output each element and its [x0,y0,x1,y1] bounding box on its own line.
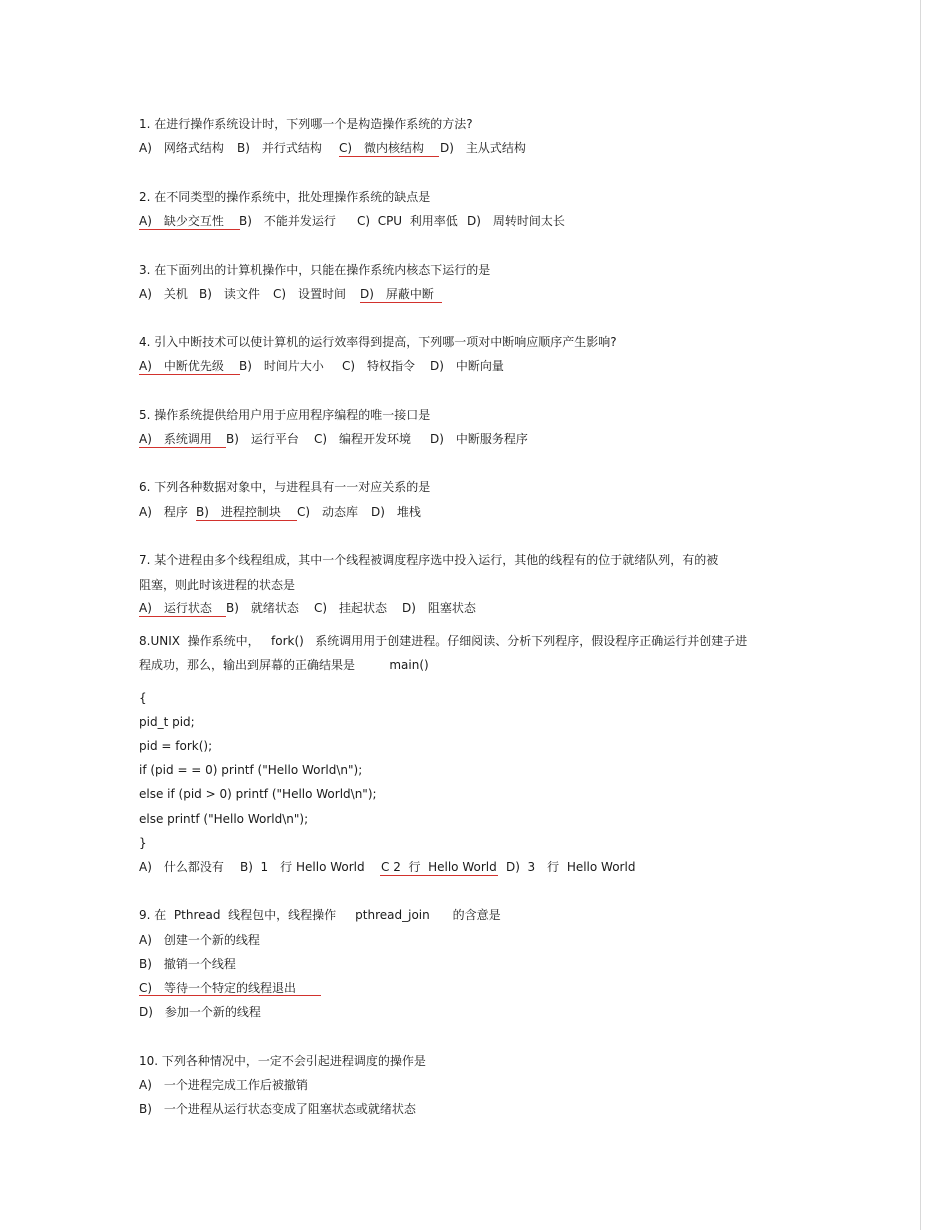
answer-underline [339,156,439,157]
answer-underline [139,229,240,230]
page-edge-divider [920,0,921,1230]
question-5-option-a: A) 系统调用 [139,432,212,446]
question-10-option-b: B) 一个进程从运行状态变成了阻塞状态或就绪状态 [139,1102,416,1116]
question-2-option-a: A) 缺少交互性 [139,214,224,228]
question-3-option-d: D) 屏蔽中断 [360,287,434,301]
question-7-stem: 7. 某个进程由多个线程组成，其中一个线程被调度程序选中投入运行，其他的线程有的位于就绪队列，有的被 [139,553,719,567]
question-1-option-a: A) 网络式结构 [139,141,224,155]
code-line: else if (pid > 0) printf ("Hello World\n"); [139,787,377,801]
question-8-option-a: A) 什么都没有 [139,860,224,874]
question-1-option-d: D) 主从式结构 [440,141,526,155]
question-3-option-c: C) 设置时间 [273,287,347,301]
question-7-option-a: A) 运行状态 [139,601,212,615]
code-line: pid_t pid; [139,715,195,729]
question-8-option-c: C 2 行 Hello World [381,860,497,874]
question-6-option-c: C) 动态库 [297,505,359,519]
question-8-option-b: B) 1 行 Hello World [240,860,365,874]
answer-underline [380,875,498,876]
question-2-option-b: B) 不能并发运行 [239,214,336,228]
question-2-option-d: D) 周转时间太长 [467,214,565,228]
question-4-option-b: B) 时间片大小 [239,359,324,373]
question-4-option-a: A) 中断优先级 [139,359,224,373]
code-line: } [139,836,147,850]
question-9-option-d: D) 参加一个新的线程 [139,1005,261,1019]
question-10-option-a: A) 一个进程完成工作后被撤销 [139,1078,308,1092]
question-6-option-d: D) 堆栈 [371,505,421,519]
question-8-stem: 8.UNIX 操作系统中， fork() 系统调用用于创建进程。仔细阅读、分析下列程序，假设程序正确运行并创建子进 [139,634,748,648]
code-line: if (pid = = 0) printf ("Hello World\n"); [139,763,363,777]
question-4-stem: 4. 引入中断技术可以使计算机的运行效率得到提高，下列哪一项对中断响应顺序产生影响? [139,335,617,349]
question-4-option-c: C) 特权指令 [342,359,416,373]
question-1-option-b: B) 并行式结构 [237,141,322,155]
question-8-stem-continued: 程成功，那么，输出到屏幕的正确结果是 main() [139,658,429,672]
question-1-option-c: C) 微内核结构 [339,141,425,155]
question-1-stem: 1. 在进行操作系统设计时，下列哪一个是构造操作系统的方法? [139,117,473,131]
answer-underline [139,447,226,448]
question-9-option-b: B) 撤销一个线程 [139,957,236,971]
code-line: pid = fork(); [139,739,213,753]
question-3-stem: 3. 在下面列出的计算机操作中，只能在操作系统内核态下运行的是 [139,263,491,277]
question-3-option-b: B) 读文件 [199,287,260,301]
answer-underline [196,520,297,521]
question-10-stem: 10. 下列各种情况中，一定不会引起进程调度的操作是 [139,1054,426,1068]
question-2-stem: 2. 在不同类型的操作系统中，批处理操作系统的缺点是 [139,190,431,204]
answer-underline [360,302,442,303]
question-5-option-b: B) 运行平台 [226,432,299,446]
question-6-option-b: B) 进程控制块 [196,505,281,519]
question-6-option-a: A) 程序 [139,505,188,519]
question-9-option-c: C) 等待一个特定的线程退出 [139,981,297,995]
code-line: { [139,691,147,705]
question-5-stem: 5. 操作系统提供给用户用于应用程序编程的唯一接口是 [139,408,431,422]
code-line: else printf ("Hello World\n"); [139,812,309,826]
answer-underline [139,995,321,996]
question-4-option-d: D) 中断向量 [430,359,504,373]
question-7-stem-continued: 阻塞，则此时该进程的状态是 [139,578,296,592]
question-9-option-a: A) 创建一个新的线程 [139,933,260,947]
question-6-stem: 6. 下列各种数据对象中，与进程具有一一对应关系的是 [139,480,431,494]
question-7-option-c: C) 挂起状态 [314,601,388,615]
question-7-option-d: D) 阻塞状态 [402,601,476,615]
question-5-option-c: C) 编程开发环境 [314,432,412,446]
question-2-option-c: C) CPU 利用率低 [357,214,458,228]
question-9-stem: 9. 在 Pthread 线程包中，线程操作 pthread_join 的含意是 [139,908,501,922]
answer-underline [139,616,226,617]
answer-underline [139,374,240,375]
question-8-option-d: D) 3 行 Hello World [506,860,636,874]
question-3-option-a: A) 关机 [139,287,188,301]
question-5-option-d: D) 中断服务程序 [430,432,528,446]
question-7-option-b: B) 就绪状态 [226,601,299,615]
